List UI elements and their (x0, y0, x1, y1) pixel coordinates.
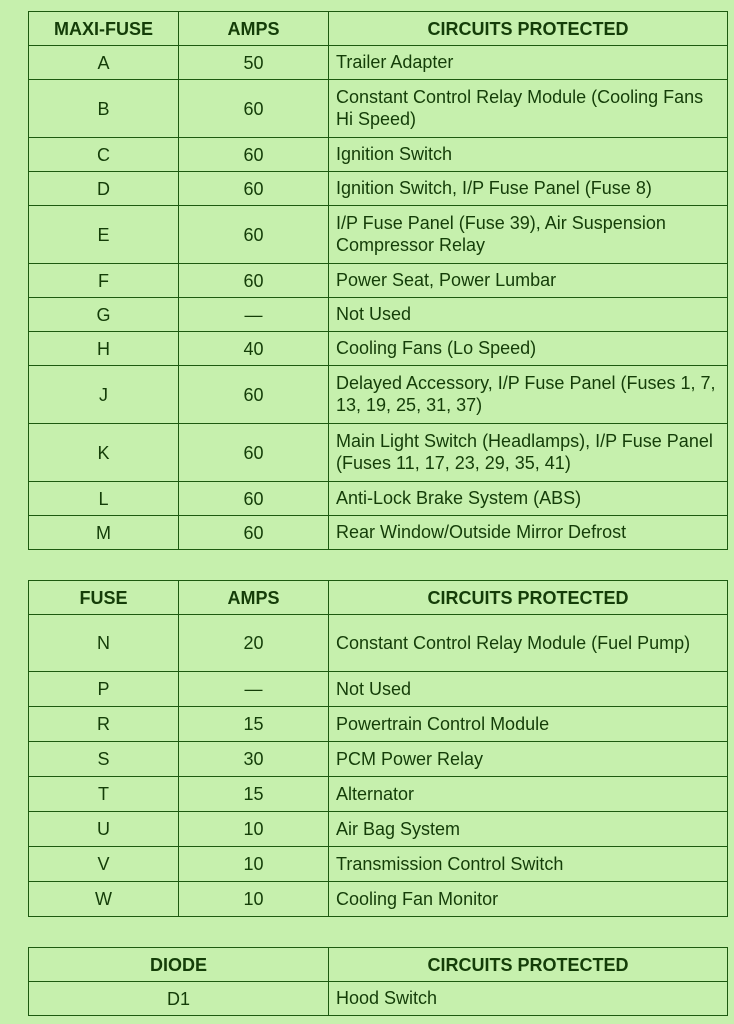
fuse-id: P (29, 672, 179, 707)
fuse-amps: 60 (179, 206, 329, 264)
fuse-id: J (29, 366, 179, 424)
column-header-circuits: CIRCUITS PROTECTED (329, 12, 728, 46)
fuse-circuits: Alternator (329, 777, 728, 812)
fuse-circuits: Powertrain Control Module (329, 707, 728, 742)
fuse-id: N (29, 615, 179, 672)
fuse-id: D (29, 172, 179, 206)
fuse-id: G (29, 298, 179, 332)
fuse-amps: 60 (179, 172, 329, 206)
fuse-amps: — (179, 298, 329, 332)
fuse-id: S (29, 742, 179, 777)
table-row (29, 80, 728, 138)
table-row (29, 812, 728, 847)
fuse-amps: 10 (179, 882, 329, 917)
table-header-row (29, 12, 728, 46)
fuse-id: C (29, 138, 179, 172)
fuse-amps: 30 (179, 742, 329, 777)
table-header-row (29, 581, 728, 615)
fuse-circuits: Cooling Fans (Lo Speed) (329, 332, 728, 366)
fuse-circuits: I/P Fuse Panel (Fuse 39), Air Suspension Compressor Relay (329, 206, 728, 264)
column-header-circuits: CIRCUITS PROTECTED (329, 581, 728, 615)
diode-circuits: Hood Switch (329, 982, 728, 1016)
fuse-id: H (29, 332, 179, 366)
fuse-circuits: Delayed Accessory, I/P Fuse Panel (Fuses 1, 7, 13, 19, 25, 31, 37) (329, 366, 728, 424)
fuse-id: R (29, 707, 179, 742)
fuse-circuits: Cooling Fan Monitor (329, 882, 728, 917)
fuse-id: E (29, 206, 179, 264)
table-row (29, 298, 728, 332)
table-row (29, 672, 728, 707)
fuse-id: T (29, 777, 179, 812)
table-row (29, 264, 728, 298)
fuse-circuits: Rear Window/Outside Mirror Defrost (329, 516, 728, 550)
table-row (29, 206, 728, 264)
fuse-amps: 40 (179, 332, 329, 366)
fuse-id: L (29, 482, 179, 516)
table-row (29, 332, 728, 366)
table-row (29, 615, 728, 672)
table-row (29, 777, 728, 812)
fuse-id: V (29, 847, 179, 882)
fuse-circuits: Ignition Switch (329, 138, 728, 172)
fuse-amps: 10 (179, 812, 329, 847)
fuse-amps: 60 (179, 482, 329, 516)
table-row (29, 138, 728, 172)
fuse-circuits: Constant Control Relay Module (Cooling Fans Hi Speed) (329, 80, 728, 138)
fuse-id: U (29, 812, 179, 847)
column-header-circuits: CIRCUITS PROTECTED (329, 948, 728, 982)
fuse-id: W (29, 882, 179, 917)
column-header-amps: AMPS (179, 12, 329, 46)
fuse-circuits: Anti-Lock Brake System (ABS) (329, 482, 728, 516)
diode-table (28, 947, 728, 1016)
fuse-amps: 20 (179, 615, 329, 672)
fuse-id: F (29, 264, 179, 298)
column-header-amps: AMPS (179, 581, 329, 615)
fuse-circuits: Transmission Control Switch (329, 847, 728, 882)
fuse-amps: 60 (179, 516, 329, 550)
fuse-amps: 60 (179, 424, 329, 482)
table-row (29, 742, 728, 777)
fuse-circuits: Power Seat, Power Lumbar (329, 264, 728, 298)
fuse-amps: 10 (179, 847, 329, 882)
fuse-circuits: Not Used (329, 672, 728, 707)
fuse-circuits: Constant Control Relay Module (Fuel Pump) (329, 615, 728, 672)
table-row (29, 172, 728, 206)
table-row (29, 482, 728, 516)
table-row (29, 46, 728, 80)
diode-id: D1 (29, 982, 329, 1016)
fuse-circuits: PCM Power Relay (329, 742, 728, 777)
fuse-table (28, 580, 728, 917)
fuse-amps: 60 (179, 80, 329, 138)
fuse-amps: 15 (179, 707, 329, 742)
fuse-amps: 60 (179, 138, 329, 172)
table-row (29, 424, 728, 482)
fuse-id: A (29, 46, 179, 80)
fuse-amps: — (179, 672, 329, 707)
fuse-amps: 60 (179, 264, 329, 298)
fuse-circuits: Ignition Switch, I/P Fuse Panel (Fuse 8) (329, 172, 728, 206)
fuse-id: K (29, 424, 179, 482)
column-header-maxi-fuse: MAXI-FUSE (29, 12, 179, 46)
maxi-fuse-table (28, 11, 728, 550)
fuse-amps: 60 (179, 366, 329, 424)
table-row (29, 847, 728, 882)
table-row (29, 516, 728, 550)
table-row (29, 882, 728, 917)
table-row (29, 982, 728, 1016)
column-header-fuse: FUSE (29, 581, 179, 615)
fuse-circuits: Trailer Adapter (329, 46, 728, 80)
fuse-amps: 15 (179, 777, 329, 812)
column-header-diode: DIODE (29, 948, 329, 982)
table-row (29, 707, 728, 742)
fuse-id: B (29, 80, 179, 138)
fuse-circuits: Main Light Switch (Headlamps), I/P Fuse Panel (Fuses 11, 17, 23, 29, 35, 41) (329, 424, 728, 482)
fuse-amps: 50 (179, 46, 329, 80)
fuse-id: M (29, 516, 179, 550)
fuse-circuits: Air Bag System (329, 812, 728, 847)
fuse-circuits: Not Used (329, 298, 728, 332)
table-row (29, 366, 728, 424)
table-header-row (29, 948, 728, 982)
